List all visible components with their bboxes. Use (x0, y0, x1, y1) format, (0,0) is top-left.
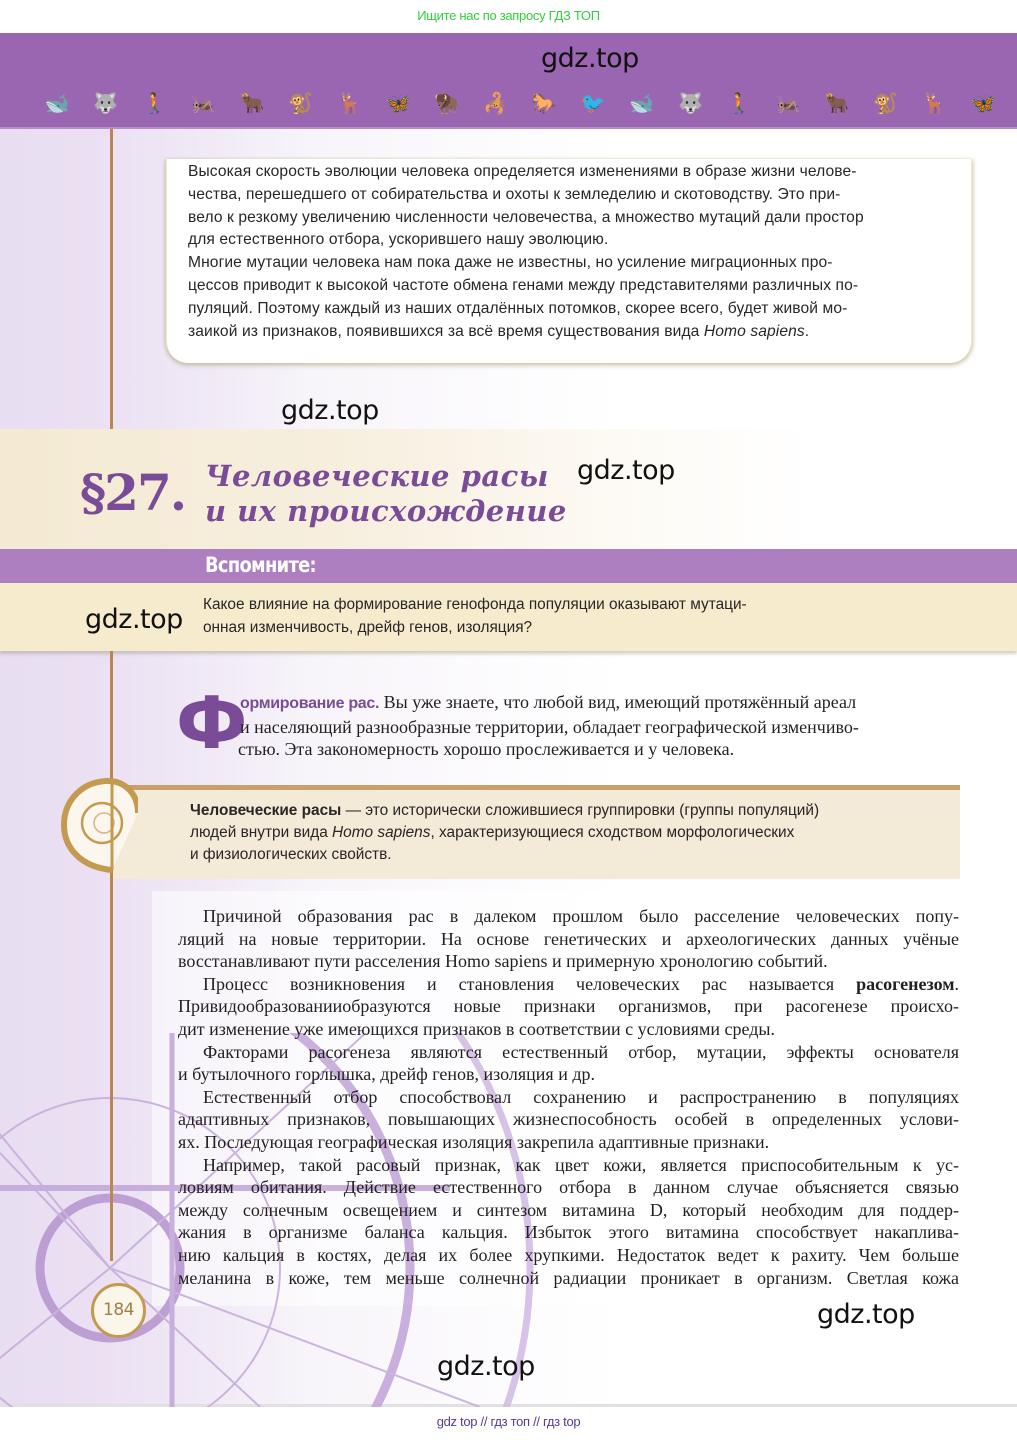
text-line: Например, такой расовый признак, как цвет кожи, является приспособительным к ус- (203, 1154, 959, 1175)
butterfly-icon: 🦋 (385, 93, 411, 115)
text-line: и физиологических свойств. (190, 846, 392, 863)
text-line: и населяющий разнообразные территории, обладает географической изменчиво- (240, 716, 859, 737)
watermark: gdz.top (541, 43, 639, 74)
page-header-band (0, 33, 1017, 129)
text-line: Многие мутации человека нам пока даже не известны, но усиление миграционных про- (188, 254, 833, 272)
watermark: gdz.top (281, 395, 379, 426)
text-line (240, 691, 959, 716)
bull-icon: 🐂 (239, 93, 265, 115)
title-line: Человеческие расы (205, 459, 549, 493)
hyena-icon: 🐺 (678, 93, 703, 115)
text-line: нию кальция в костях, делая их более хрупкими. Недостаток ведет к рахиту. Чем больше (178, 1244, 959, 1265)
text-line: Высокая скорость эволюции человека определяется изменениями в образе жизни челове- (188, 163, 857, 180)
title-line: и их происхождение (205, 494, 567, 528)
text-fragment: . (804, 322, 810, 340)
footer-links[interactable]: gdz top // гдз топ // гдз top (0, 1407, 1017, 1440)
section-title (205, 459, 567, 529)
margin-rule (110, 129, 113, 429)
antelope-icon: 🦌 (336, 93, 362, 115)
drop-cap: Ф (176, 681, 248, 765)
whale-icon: 🐋 (629, 93, 655, 115)
text-line: адаптивных признаков, повышающих жизнеспособность особей в определенных услови- (178, 1109, 959, 1130)
animal-silhouette-strip (40, 89, 1010, 119)
text-line: Естественный отбор способствовал сохранению и распространению в популяциях (203, 1086, 959, 1107)
section-number: §27. (80, 463, 186, 522)
text-line: ловиям обитания. Действие естественного отбора в данном случае объясняется связью (178, 1177, 959, 1198)
text-line: чества, перешедшего от собирательства и охоты к земледелию и скотоводству. Это при- (188, 185, 841, 203)
horse-icon: 🐎 (531, 93, 557, 115)
text-line (190, 822, 944, 844)
text-line: Привидообразованииобразуются новые признаки организмов, при расогенезе происхо- (178, 996, 959, 1017)
page-number: 184 (91, 1283, 146, 1338)
text-line: дит изменение уже имеющихся признаков в соответствии с условиями среды. (178, 1018, 775, 1039)
insect-icon: 🦗 (775, 93, 801, 115)
species-name: Homo sapiens (703, 322, 805, 340)
text-line: пуляций. Поэтому каждый из наших отдалённых потомков, скорее всего, будет живой мо- (188, 299, 848, 317)
info-callout-box (166, 159, 972, 363)
textbook-page (0, 33, 1017, 1407)
spiral-shell-icon (60, 775, 138, 875)
text-line: вело к резкому увеличению численности человечества, а множество мутаций дали простор (188, 208, 864, 226)
text-fragment: Вы уже знаете, что любой вид, имеющий протяжённый ареал (379, 692, 857, 712)
human-figure-icon: 🚶 (142, 93, 167, 115)
text-line: ях. Последующая географическая изоляция закрепила адаптивные признаки. (178, 1131, 770, 1152)
bull-icon: 🐂 (824, 93, 850, 115)
recall-header-bar (0, 549, 1017, 583)
info-callout-text (188, 161, 950, 343)
bison-icon: 🦬 (434, 93, 460, 115)
text-line (190, 800, 944, 822)
text-fragment: , характеризующиеся сходством морфологических (430, 824, 795, 841)
text-line (188, 321, 950, 344)
hyena-icon: 🐺 (93, 93, 119, 115)
watermark: gdz.top (577, 455, 675, 486)
definition-text (190, 800, 944, 866)
text-line: Какое влияние на формирование генофонда популяции оказывают мутаци- (203, 596, 747, 613)
search-hint-banner: Ищите нас по запросу ГДЗ ТОП (0, 0, 1017, 33)
human-figure-icon: 🚶 (726, 93, 752, 115)
text-fragment: заикой из признаков, появившихся за всё время существования вида (188, 322, 704, 340)
key-term: расогенезом (856, 973, 955, 994)
text-line: Причиной образования рас в далеком прошлом было расселение человеческих попу- (203, 906, 959, 926)
text-line: ляций на новые территории. На основе генетических и археологических данных учёные (178, 928, 959, 949)
defined-term: Человеческие расы (190, 802, 342, 819)
text-line: цессов приводит к высокой частоте обмена генами между представителями различных по- (188, 276, 859, 294)
watermark: gdz.top (817, 1299, 915, 1330)
text-line: Факторами расогенеза являются естественный отбор, мутации, эффекты основателя (203, 1041, 959, 1062)
text-line: стью. Эта закономерность хорошо прослеживается и у человека. (238, 739, 735, 759)
text-line: меланина в коже, тем меньше солнечной радиации проникает в организм. Светлая кожа (178, 1267, 959, 1288)
text-fragment: людей внутри вида (190, 824, 333, 841)
watermark: gdz.top (437, 1351, 535, 1382)
scorpion-icon: 🦂 (483, 93, 509, 115)
intro-paragraph (176, 681, 961, 771)
text-line: жания в организме баланса кальция. Избыток этого витамина способствует накаплива- (178, 1222, 959, 1243)
text-fragment: — это исторически сложившиеся группировки (группы популяций) (341, 802, 820, 819)
antelope-icon: 🦌 (921, 93, 947, 115)
butterfly-icon: 🦋 (970, 93, 996, 115)
text-line: для естественного отбора, ускорившего нашу эволюцию. (188, 231, 609, 249)
definition-box (110, 785, 960, 879)
insect-icon: 🦗 (190, 93, 216, 115)
subsection-lead: ормирование рас. (240, 695, 380, 712)
main-body-text (178, 905, 959, 1289)
watermark: gdz.top (85, 604, 183, 635)
text-fragment: . (954, 973, 959, 994)
species-name: Homo sapiens (332, 824, 431, 841)
intro-text (240, 691, 959, 761)
margin-rule (110, 651, 113, 1261)
text-line: между солнечным освещением и синтезом витамина D, который необходим для поддер- (178, 1199, 959, 1220)
text-line: восстанавливают пути расселения Homo sapiens и примерную хронологию событий. (178, 951, 828, 972)
text-line: и бутылочного горлышка, дрейф генов, изоляция и др. (178, 1064, 596, 1085)
text-fragment: Процесс возникновения и становления человеческих рас называется (203, 973, 857, 994)
bird-icon: 🐦 (580, 93, 606, 115)
whale-icon: 🐋 (44, 93, 70, 115)
monkey-icon: 🐒 (288, 93, 314, 115)
monkey-icon: 🐒 (873, 93, 898, 115)
text-line: онная изменчивость, дрейф генов, изоляция? (203, 618, 533, 636)
text-line (178, 973, 959, 996)
recall-label: Вспомните: (205, 553, 317, 577)
recall-question (203, 594, 863, 639)
